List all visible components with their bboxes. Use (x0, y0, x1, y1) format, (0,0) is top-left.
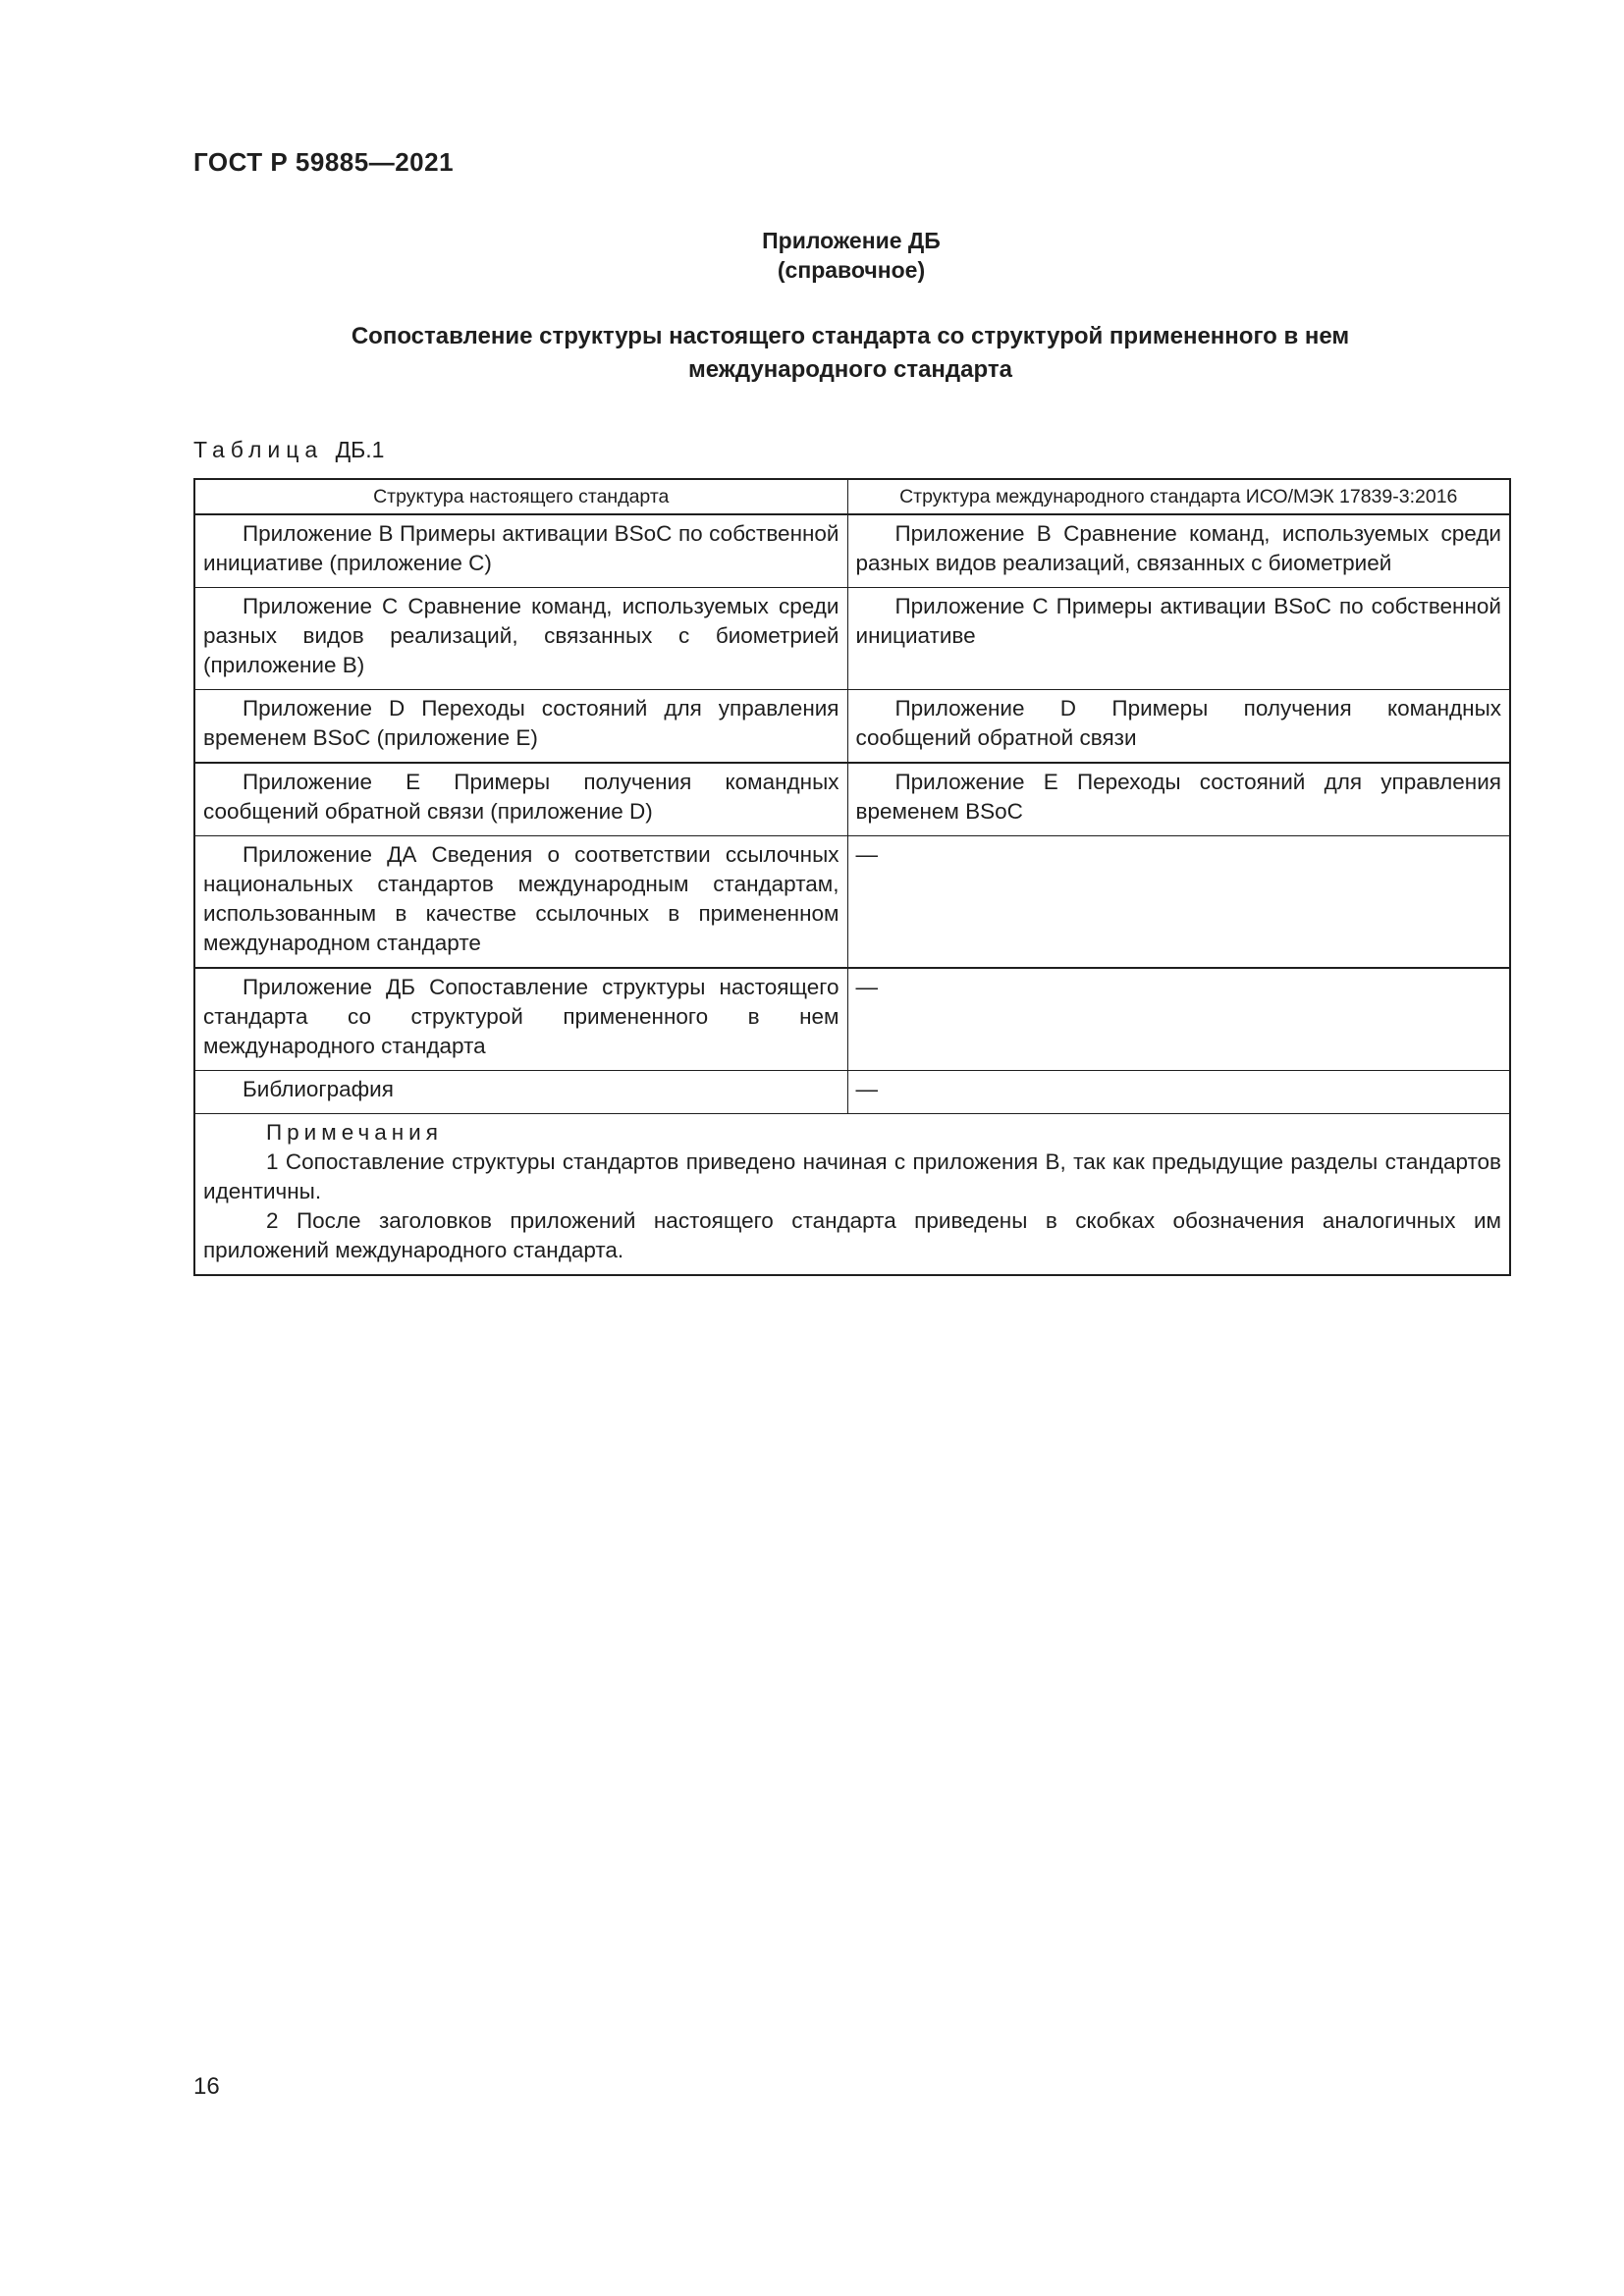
table-row (194, 968, 1510, 1071)
cell-text: Приложение Е Переходы состояний для управления временем BSoC (855, 770, 1501, 824)
cell-text: Приложение С Сравнение команд, используемых среди разных видов реализаций, связанных с биометрией (приложение В) (203, 594, 839, 677)
table-header-row (194, 479, 1510, 514)
cell-dash: — (855, 842, 878, 867)
comparison-table (193, 478, 1511, 1276)
cell-text: Приложение В Примеры активации BSoC по собственной инициативе (приложение С) (203, 521, 839, 575)
table-notes-row (194, 1114, 1510, 1276)
table-notes (194, 1114, 1510, 1276)
table-cell (847, 968, 1510, 1071)
table-cell (847, 588, 1510, 690)
column-header: Структура настоящего стандарта (194, 479, 847, 514)
table-cell (194, 514, 847, 588)
table-cell (847, 1071, 1510, 1114)
page-number: 16 (193, 2073, 220, 2100)
table-cell (194, 968, 847, 1071)
table-label-word: Таблица (193, 437, 324, 462)
table-cell (847, 836, 1510, 969)
cell-text: Библиография (243, 1077, 394, 1101)
cell-dash: — (855, 1077, 878, 1101)
cell-text: Приложение Е Примеры получения командных сообщений обратной связи (приложение D) (203, 770, 839, 824)
cell-text: Приложение ДА Сведения о соответствии ссылочных национальных стандартов международным стандартам, использованным в качестве ссылочных в примененном международном стандарте (203, 842, 839, 955)
table-cell (194, 763, 847, 836)
table-row (194, 763, 1510, 836)
heading-line-2: международного стандарта (688, 356, 1012, 383)
document-id: ГОСТ Р 59885—2021 (193, 147, 455, 177)
heading-line-1: Сопоставление структуры настоящего стандарта со структурой примененного в нем (351, 323, 1350, 349)
table-row (194, 836, 1510, 969)
table-row (194, 1071, 1510, 1114)
annex-heading (245, 320, 1455, 387)
cell-text: Приложение С Примеры активации BSoC по собственной инициативе (855, 594, 1501, 648)
notes-title: Примечания (266, 1120, 443, 1145)
table-cell (847, 690, 1510, 764)
table-row (194, 514, 1510, 588)
table-row (194, 588, 1510, 690)
cell-text: Приложение ДБ Сопоставление структуры настоящего стандарта со структурой примененного в нем международного стандарта (203, 975, 839, 1058)
table-cell (194, 836, 847, 969)
column-header: Структура международного стандарта ИСО/МЭК 17839-3:2016 (847, 479, 1510, 514)
annex-subtitle: (справочное) (777, 257, 926, 283)
cell-text: Приложение D Примеры получения командных сообщений обратной связи (855, 696, 1501, 750)
table-cell (194, 588, 847, 690)
cell-text: Приложение D Переходы состояний для управления временем BSoC (приложение Е) (203, 696, 839, 750)
cell-dash: — (855, 975, 878, 999)
table-row (194, 690, 1510, 764)
table-label-number: ДБ.1 (335, 437, 385, 462)
cell-text: Приложение В Сравнение команд, используемых среди разных видов реализаций, связанных с биометрией (855, 521, 1501, 575)
note-item: 1 Сопоставление структуры стандартов приведено начиная с приложения В, так как предыдущие разделы стандартов идентичны. (203, 1149, 1501, 1203)
note-item: 2 После заголовков приложений настоящего стандарта приведены в скобках обозначения аналогичных им приложений международного стандарта. (203, 1208, 1501, 1262)
table-cell (194, 1071, 847, 1114)
table-cell (194, 690, 847, 764)
table-cell (847, 763, 1510, 836)
table-cell (847, 514, 1510, 588)
annex-title: Приложение ДБ (762, 228, 941, 253)
table-label (193, 437, 384, 463)
